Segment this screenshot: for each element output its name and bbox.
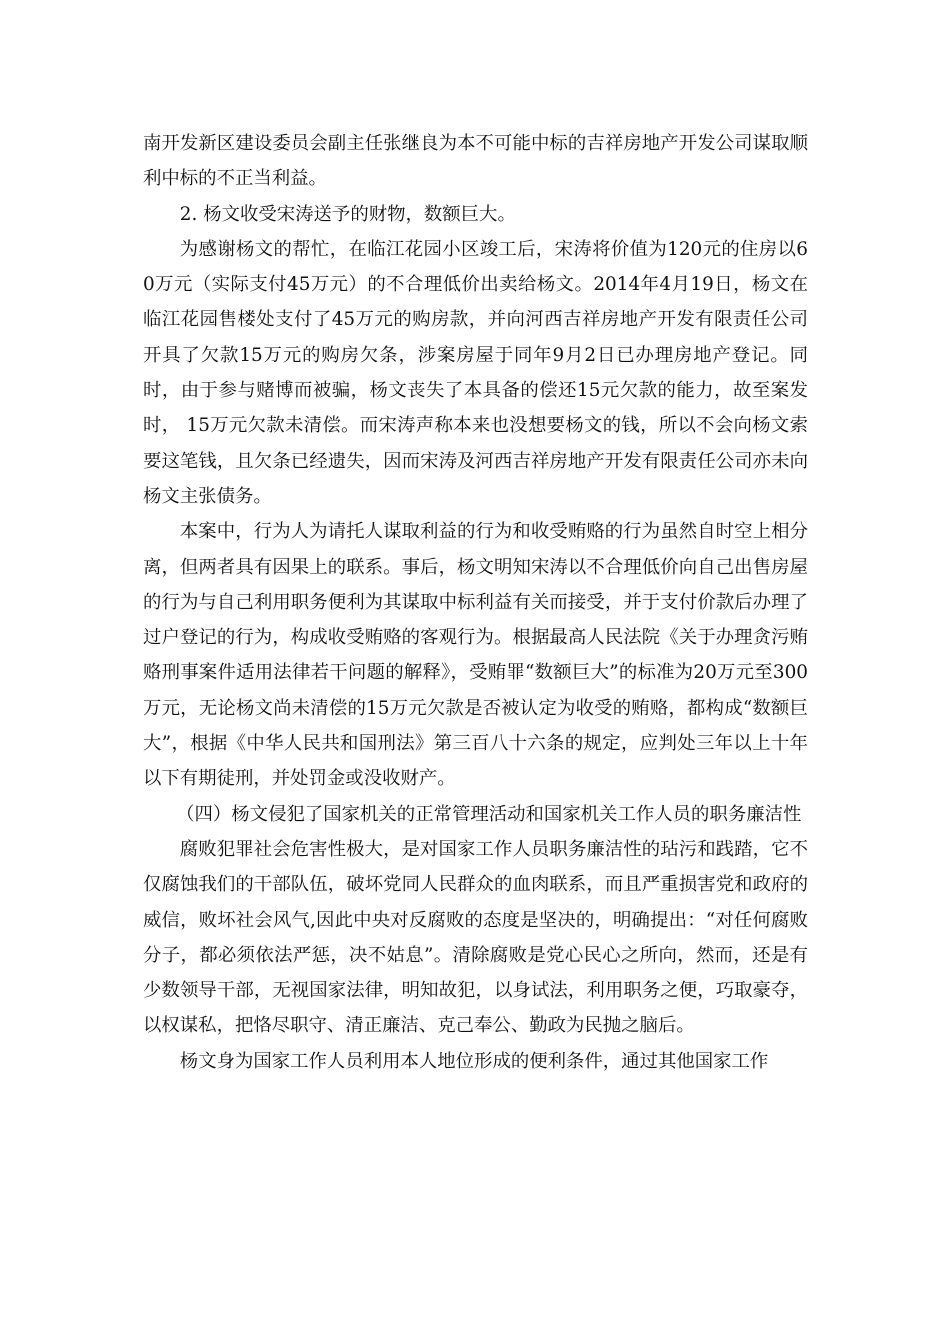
paragraph-1: 南开发新区建设委员会副主任张继良为本不可能中标的吉祥房地产开发公司谋取顺利中标的不正当利益。 — [143, 133, 808, 190]
section-heading-4: （四）杨文侵犯了国家机关的正常管理活动和国家机关工作人员的职务廉洁性 — [176, 803, 802, 825]
paragraph-4: 本案中，行为人为请托人谋取利益的行为和收受贿赂的行为虽然自时空上相分离，但两者具有因果上的联系。事后，杨文明知宋涛以不合理低价向自己出售房屋的行为与自己利用职务便利为其谋取中标利益有关而接受，并于支付价款后办理了过户登记的行为，构成收受贿赂的客观行为。根据最高人民法院《关于办理贪污贿赂刑事案件适用法律若干问题的解释》，受贿罪“数额巨大”的标准为20万元至300万元，无论杨文尚未清偿的15万元欠款是否被认定为收受的贿赂，都构成“数额巨大”，根据《中华人民共和国刑法》第三百八十六条的规定，应判处三年以上十年以下有期徒刑，并处罚金或没收财产。 — [143, 521, 808, 790]
document-body — [143, 126, 808, 1079]
paragraph-3: 为感谢杨文的帮忙，在临江花园小区竣工后，宋涛将价值为120元的住房以60万元（实际支付45万元）的不合理低价出卖给杨文。2014年4月19日，杨文在临江花园售楼处支付了45万元的购房款，并向河西吉祥房地产开发有限责任公司开具了欠款15万元的购房欠条，涉案房屋于同年9月2日已办理房地产登记。同时，由于参与赌博而被骗，杨文丧失了本具备的偿还15元欠款的能力，故至案发时， 15万元欠款未清偿。而宋涛声称本来也没想要杨文的钱，所以不会向杨文索要这笔钱，且欠条已经遗失，因而宋涛及河西吉祥房地产开发有限责任公司亦未向杨文主张债务。 — [143, 238, 808, 507]
paragraph-7: 杨文身为国家工作人员利用本人地位形成的便利条件，通过其他国家工作 — [179, 1050, 769, 1072]
paragraph-6: 腐败犯罪社会危害性极大，是对国家工作人员职务廉洁性的玷污和践踏，它不仅腐蚀我们的干部队伍，破坏党同人民群众的血肉联系，而且严重损害党和政府的威信，败坏社会风气,因此中央对反腐败的态度是坚决的，明确提出：“对任何腐败分子，都必须依法严惩，决不姑息”。清除腐败是党心民心之所向，然而，还是有少数领导干部，无视国家法律，明知故犯，以身试法，利用职务之便，巧取豪夺，以权谋私，把恪尽职守、清正廉洁、克己奉公、勤政为民抛之脑后。 — [143, 838, 808, 1037]
paragraph-2-subheading: 2. 杨文收受宋涛送予的财物，数额巨大。 — [179, 203, 516, 225]
